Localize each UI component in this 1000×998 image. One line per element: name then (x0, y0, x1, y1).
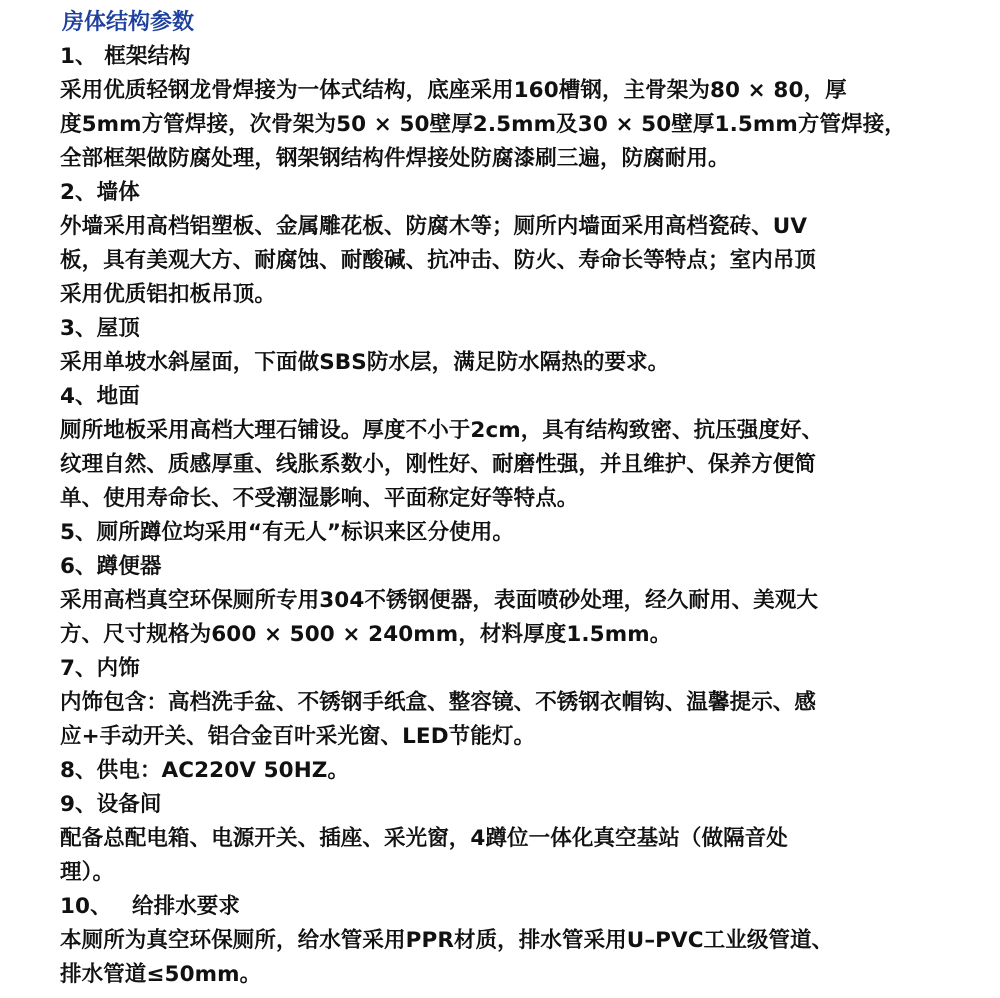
paragraph-line: 单、使用寿命长、不受潮湿影响、平面称定好等特点。 (60, 486, 579, 511)
paragraph-line: 采用优质轻钢龙骨焊接为一体式结构，底座采用160槽钢，主骨架为80 × 80，厚 (60, 78, 847, 103)
paragraph-line: 全部框架做防腐处理，钢架钢结构件焊接处防腐漆刷三遍，防腐耐用。 (60, 146, 730, 171)
heading-squat-toilet: 6、蹲便器 (60, 554, 162, 579)
paragraph-line: 板，具有美观大方、耐腐蚀、耐酸碱、抗冲击、防火、寿命长等特点；室内吊顶 (60, 248, 817, 273)
paragraph-line: 应+手动开关、铝合金百叶采光窗、LED节能灯。 (60, 724, 536, 749)
heading-stall-sign: 5、厕所蹲位均采用“有无人”标识来区分使用。 (60, 520, 514, 545)
paragraph-line: 纹理自然、质感厚重、线胀系数小，刚性好、耐磨性强，并且维护、保养方便简 (60, 452, 817, 477)
paragraph-line: 采用单坡水斜屋面，下面做SBS防水层，满足防水隔热的要求。 (60, 350, 670, 375)
paragraph-line: 外墙采用高档铝塑板、金属雕花板、防腐木等；厕所内墙面采用高档瓷砖、UV (60, 214, 808, 239)
heading-equipment-room: 9、设备间 (60, 792, 162, 817)
paragraph-line: 度5mm方管焊接，次骨架为50 × 50壁厚2.5mm及30 × 50壁厚1.5mm方管焊接， (60, 112, 906, 137)
section-title: 给排水要求 (132, 894, 241, 919)
paragraph-line: 本厕所为真空环保厕所，给水管采用PPR材质，排水管采用U–PVC工业级管道、 (60, 928, 834, 953)
section-number: 10、 (60, 894, 112, 919)
heading-floor: 4、地面 (60, 384, 140, 409)
page-title: 房体结构参数 (62, 10, 195, 35)
paragraph-line: 理）。 (60, 860, 115, 885)
heading-frame-structure: 1、 框架结构 (60, 44, 191, 69)
heading-power-supply: 8、供电：AC220V 50HZ。 (60, 758, 350, 783)
paragraph-line: 方、尺寸规格为600 × 500 × 240mm，材料厚度1.5mm。 (60, 622, 672, 647)
heading-wall: 2、墙体 (60, 180, 140, 205)
heading-roof: 3、屋顶 (60, 316, 140, 341)
paragraph-line: 排水管道≤50mm。 (60, 962, 262, 987)
heading-water-supply-drainage (60, 890, 940, 924)
paragraph-line: 采用优质铝扣板吊顶。 (60, 282, 277, 307)
paragraph-line: 配备总配电箱、电源开关、插座、采光窗，4蹲位一体化真空基站（做隔音处 (60, 826, 788, 851)
heading-interior: 7、内饰 (60, 656, 140, 681)
paragraph-line: 厕所地板采用高档大理石铺设。厚度不小于2cm，具有结构致密、抗压强度好、 (60, 418, 824, 443)
paragraph-line: 内饰包含：高档洗手盆、不锈钢手纸盒、整容镜、不锈钢衣帽钩、温馨提示、感 (60, 690, 817, 715)
paragraph-line: 采用高档真空环保厕所专用304不锈钢便器，表面喷砂处理，经久耐用、美观大 (60, 588, 818, 613)
